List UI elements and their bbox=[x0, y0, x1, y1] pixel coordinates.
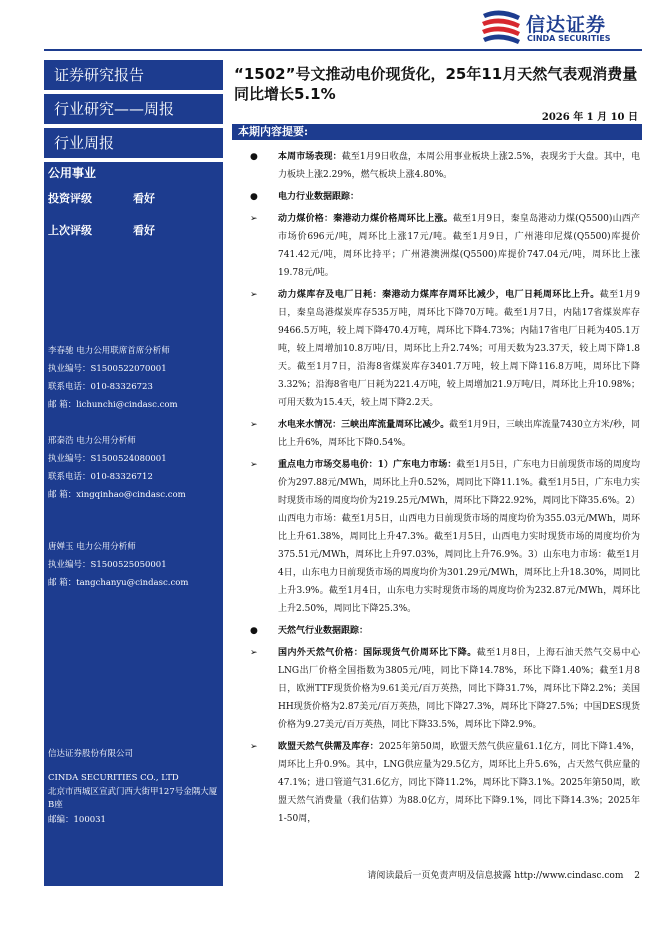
analyst-block bbox=[48, 538, 188, 592]
analyst-phone: 联系电话：010-83326712 bbox=[48, 472, 153, 482]
company-info bbox=[48, 746, 218, 828]
bullet-icon: ● bbox=[250, 626, 258, 636]
arrow-bullet-icon: ➢ bbox=[250, 742, 258, 752]
item-text: 截至1月9日，秦皇岛港煤炭库存535万吨，周环比下降70万吨。截至1月7日，内陆17省煤炭库存9466.5万吨，较上周下降470.4万吨，周环比下降4.73%；内陆17省电厂日耗为405.1万吨，较上周增加10.8万吨/日，周环比上升2.74%；可用天数为23.37天，较上周下降1.8天。截至1月7日，沿海8省煤炭库存3401.7万吨，较上周下降116.8万吨，周环比下降3.32%；沿海8省电厂日耗为221.4万吨，较上周增加21.9万吨/日，周环比上升10.98%；可用天数为15.4天，较上周下降2.2天。 bbox=[278, 290, 640, 408]
analyst-block bbox=[48, 432, 186, 504]
company-name-en: CINDA SECURITIES CO., LTD bbox=[48, 773, 179, 783]
sidebar-tab-weekly: 行业研究——周报 bbox=[44, 94, 223, 124]
content-item-gas-price bbox=[248, 644, 640, 734]
summary-content bbox=[248, 148, 640, 828]
item-heading: 重点电力市场交易电价：1）广东电力市场： bbox=[278, 460, 457, 470]
company-address: 北京市西城区宣武门西大街甲127号金隅大厦B座 bbox=[48, 787, 218, 810]
arrow-bullet-icon: ➢ bbox=[250, 648, 258, 658]
report-date: 2026 年 1 月 10 日 bbox=[541, 112, 638, 123]
rating-previous bbox=[48, 222, 155, 238]
content-item-market bbox=[248, 148, 640, 184]
sector-label: 公用事业 bbox=[44, 164, 223, 181]
sidebar bbox=[44, 60, 223, 886]
item-heading: 动力煤价格：秦港动力煤价格周环比上涨。 bbox=[278, 214, 453, 224]
item-text: 截至1月9日，三峡出库流量7430立方米/秒，同比上升6%，周环比下降0.54%。 bbox=[278, 420, 640, 448]
analyst-email: 邮 箱：tangchanyu@cindasc.com bbox=[48, 578, 189, 588]
item-heading: 动力煤库存及电厂日耗：秦港动力煤库存周环比减少，电厂日耗周环比上升。 bbox=[278, 290, 600, 300]
report-title: “1502”号文推动电价现货化，25年11月天然气表观消费量同比增长5.1% bbox=[234, 65, 638, 103]
content-item-coal-price bbox=[248, 210, 640, 282]
rating-label: 投资评级 bbox=[48, 192, 92, 205]
bullet-icon: ● bbox=[250, 192, 258, 202]
item-text: 截至1月8日，上海石油天然气交易中心LNG出厂价格全国指数为3805元/吨，同比下降14.78%，环比下降1.40%；截至1月8日，欧洲TTF现货价格为9.61美元/百万英热，同比下降31.7%，周环比下降2.2%；美国HH现货价格为2.87美元/百万英热，同比下降27.3%，周环比下降27.5%；中国DES现货价格为9.27美元/百万英热，同比下降33.5%，周环比下降2.9%。 bbox=[278, 648, 640, 730]
arrow-bullet-icon: ➢ bbox=[250, 420, 258, 430]
analyst-cert: 执业编号：S1500524080001 bbox=[48, 454, 167, 464]
analyst-cert: 执业编号：S1500522070001 bbox=[48, 364, 167, 374]
sidebar-separator bbox=[44, 158, 223, 162]
item-heading: 电力行业数据跟踪： bbox=[278, 192, 360, 202]
item-heading: 欧盟天然气供需及库存： bbox=[278, 742, 379, 752]
content-item-eu-gas bbox=[248, 738, 640, 828]
analyst-block bbox=[48, 342, 178, 414]
company-logo bbox=[480, 8, 650, 46]
analyst-name: 唐婵玉 电力公用分析师 bbox=[48, 542, 136, 552]
summary-heading: 本期内容提要: bbox=[232, 124, 642, 140]
cinda-logo-icon bbox=[480, 8, 522, 46]
item-heading: 天然气行业数据跟踪： bbox=[278, 626, 369, 636]
logo-name-en: CINDA SECURITIES bbox=[527, 34, 611, 43]
item-text: 截至1月9日收盘，本周公用事业板块上涨2.5%，表现劣于大盘。其中，电力板块上涨2.29%，燃气板块上涨4.80%。 bbox=[278, 152, 640, 180]
header-rule bbox=[44, 49, 642, 51]
sidebar-tab-industry: 行业周报 bbox=[44, 128, 223, 158]
rating-label: 上次评级 bbox=[48, 224, 92, 237]
logo-name-cn: 信达证券 bbox=[526, 14, 607, 36]
content-item-hydro bbox=[248, 416, 640, 452]
item-heading: 水电来水情况：三峡出库流量周环比减少。 bbox=[278, 420, 450, 430]
item-text: 截至1月9日，秦皇岛港动力煤(Q5500)山西产市场价696元/吨，周环比上涨17元/吨。截至1月9日，广州港印尼煤(Q5500)库提价741.42元/吨，周环比持平；广州港澳洲煤(Q5500)库提价747.04元/吨，周环比上涨19.78元/吨。 bbox=[278, 214, 640, 278]
bullet-icon: ● bbox=[250, 152, 258, 162]
sidebar-tab-report: 证券研究报告 bbox=[44, 60, 223, 90]
rating-value: 看好 bbox=[133, 192, 155, 205]
page-footer bbox=[367, 868, 640, 881]
content-item-power-heading bbox=[248, 188, 640, 206]
item-heading: 本周市场表现： bbox=[278, 152, 342, 162]
analyst-name: 邢秦浩 电力公用分析师 bbox=[48, 436, 136, 446]
rating-value: 看好 bbox=[133, 224, 155, 237]
analyst-name: 李春驰 电力公用联席首席分析师 bbox=[48, 346, 170, 356]
company-name-cn: 信达证券股份有限公司 bbox=[48, 749, 134, 759]
item-heading: 国内外天然气价格：国际现货气价周环比下降。 bbox=[278, 648, 477, 658]
analyst-phone: 联系电话：010-83326723 bbox=[48, 382, 153, 392]
arrow-bullet-icon: ➢ bbox=[250, 214, 258, 224]
arrow-bullet-icon: ➢ bbox=[250, 460, 258, 470]
analyst-email: 邮 箱：xingqinhao@cindasc.com bbox=[48, 490, 186, 500]
content-item-power-price bbox=[248, 456, 640, 618]
arrow-bullet-icon: ➢ bbox=[250, 290, 258, 300]
spacer bbox=[48, 762, 218, 770]
page-number: 2 bbox=[634, 871, 640, 881]
footer-disclaimer: 请阅读最后一页免责声明及信息披露 http://www.cindasc.com bbox=[367, 871, 624, 881]
content-item-gas-heading bbox=[248, 622, 640, 640]
analyst-email: 邮 箱：lichunchi@cindasc.com bbox=[48, 400, 178, 410]
company-postcode: 邮编：100031 bbox=[48, 815, 106, 825]
analyst-cert: 执业编号：S1500525050001 bbox=[48, 560, 167, 570]
rating-current bbox=[48, 190, 155, 206]
item-text: 截至1月5日，广东电力日前现货市场的周度均价为297.88元/MWh，周环比上升0.52%，周同比下降11.1%。截至1月5日，广东电力实时现货市场的周度均价为219.25元/MWh，周环比下降22.92%，周同比下降35.6%。2）山西电力市场：截至1月5日，山西电力日前现货市场的周度均价为355.03元/MWh，周环比上升61.38%，周同比上升47.3%。截至1月5日，山西电力实时现货市场的周度均价为375.51元/MWh，周环比上升97.03%，周同比上升76.9%。3）山东电力市场：截至1月4日，山东电力日前现货市场的周度均价为301.29元/MWh，周环比上升18.30%，周同比上升3.9%。截至1月4日，山东电力实时现货市场的周度均价为232.87元/MWh，周环比上升2.50%，周同比下降25.3%。 bbox=[278, 460, 640, 614]
content-item-coal-stock bbox=[248, 286, 640, 412]
item-text: 2025年第50周，欧盟天然气供应量61.1亿方，同比下降1.4%，周环比上升0.9%。其中，LNG供应量为29.5亿方，周环比上升5.6%，占天然气供应量的47.1%；进口管道气31.6亿方，同比下降11.2%，周环比下降3.1%。2025年第50周，欧盟天然气消费量（我们估算）为88.0亿方，周环比下降9.1%，同比下降14.3%；2025年1-50周， bbox=[278, 742, 640, 824]
